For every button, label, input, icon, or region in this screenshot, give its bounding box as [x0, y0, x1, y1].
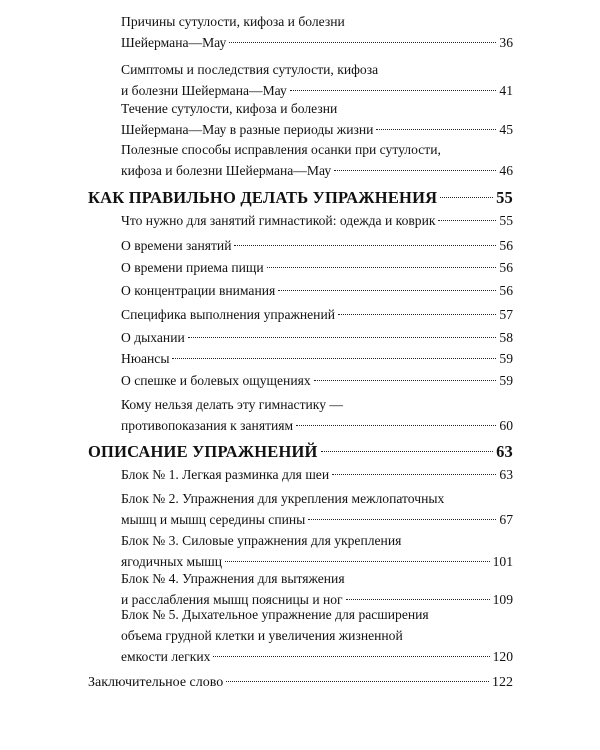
toc-entry-text: Заключительное слово — [88, 675, 224, 690]
page-number: 56 — [499, 260, 513, 275]
dot-leader — [334, 170, 496, 171]
page-number: 45 — [499, 122, 513, 137]
page-number: 59 — [499, 351, 513, 366]
page-number: 59 — [499, 373, 513, 388]
toc-entry-text: Блок № 4. Упражнения для вытяжения — [121, 571, 345, 586]
toc-entry-text: ягодичных мышц — [121, 554, 223, 569]
toc-entry-block-5 — [121, 604, 513, 667]
toc-entry-text: Что нужно для занятий гимнастикой: одежда и коврик — [121, 213, 436, 228]
toc-entry-course — [121, 98, 513, 140]
page-number: 55 — [499, 213, 513, 228]
dot-leader — [234, 245, 496, 246]
toc-entry-block-1 — [121, 464, 513, 485]
toc-entry-text: противопоказания к занятиям — [121, 418, 294, 433]
page-number: 101 — [492, 554, 513, 569]
dot-leader — [296, 425, 496, 426]
toc-entry-text: О спешке и болевых ощущениях — [121, 373, 311, 388]
toc-entry-text: Блок № 5. Дыхательное упражнение для расширения — [121, 607, 429, 622]
page-number: 36 — [499, 35, 513, 50]
toc-section-how-to-exercise — [88, 187, 513, 208]
toc-entry-text: Симптомы и последствия сутулости, кифоза — [121, 62, 379, 77]
toc-section-exercise-description — [88, 441, 513, 462]
dot-leader — [314, 380, 497, 381]
toc-entry-text: Течение сутулости, кифоза и болезни — [121, 101, 338, 116]
toc-entry-text: Нюансы — [121, 351, 170, 366]
dot-leader — [346, 599, 490, 600]
toc-entry-text: Шейермана—Мау в разные периоды жизни — [121, 122, 374, 137]
toc-entry-text: Полезные способы исправления осанки при сутулости, — [121, 142, 441, 157]
section-title: ОПИСАНИЕ УПРАЖНЕНИЙ — [88, 442, 318, 461]
toc-entry-text: О времени занятий — [121, 238, 232, 253]
dot-leader — [188, 337, 497, 338]
dot-leader — [229, 42, 496, 43]
toc-entry-text: емкости легких — [121, 649, 211, 664]
dot-leader — [440, 197, 493, 198]
toc-entry-text: Специфика выполнения упражнений — [121, 307, 336, 322]
page-number: 57 — [499, 307, 513, 322]
page-number: 41 — [499, 83, 513, 98]
toc-entry-text: Блок № 1. Легкая разминка для шеи — [121, 467, 330, 482]
dot-leader — [213, 656, 489, 657]
toc-entry-text: мышц и мышц середины спины — [121, 512, 306, 527]
toc-entry-text: О концентрации внимания — [121, 283, 276, 298]
page-number: 56 — [499, 238, 513, 253]
toc-entry-text: Шейермана—Мау — [121, 35, 227, 50]
toc-entry-text: и расслабления мышц поясницы и ног — [121, 592, 343, 607]
toc-entry-symptoms — [121, 59, 513, 101]
page-number: 63 — [499, 467, 513, 482]
dot-leader — [225, 561, 490, 562]
dot-leader — [290, 90, 497, 91]
toc-entry-contraindications — [121, 394, 513, 436]
page-number: 60 — [499, 418, 513, 433]
toc-entry-equipment — [121, 210, 513, 231]
toc-entry-causes — [121, 11, 513, 53]
toc-entry-text: Блок № 3. Силовые упражнения для укрепления — [121, 533, 402, 548]
page-number: 120 — [492, 649, 513, 664]
toc-entry-text: О времени приема пищи — [121, 260, 264, 275]
toc-entry-text: кифоза и болезни Шейермана—Мау — [121, 163, 332, 178]
toc-entry-haste-pain — [121, 370, 513, 391]
dot-leader — [438, 220, 496, 221]
page-number: 55 — [496, 188, 513, 207]
page-number: 109 — [492, 592, 513, 607]
dot-leader — [332, 474, 496, 475]
dot-leader — [376, 129, 496, 130]
toc-entry-text: О дыхании — [121, 330, 185, 345]
page-number: 56 — [499, 283, 513, 298]
toc-entry-meal-time — [121, 257, 513, 278]
dot-leader — [172, 358, 496, 359]
toc-entry-text: Кому нельзя делать эту гимнастику — — [121, 397, 343, 412]
toc-entry-specifics — [121, 304, 513, 325]
dot-leader — [267, 267, 497, 268]
toc-entry-block-2 — [121, 488, 513, 530]
section-title: КАК ПРАВИЛЬНО ДЕЛАТЬ УПРАЖНЕНИЯ — [88, 188, 438, 207]
toc-entry-concentration — [121, 280, 513, 301]
dot-leader — [338, 314, 496, 315]
dot-leader — [321, 451, 493, 452]
toc-entry-breathing — [121, 327, 513, 348]
page-number: 58 — [499, 330, 513, 345]
toc-entry-methods — [121, 139, 513, 181]
toc-entry-text: и болезни Шейермана—Мау — [121, 83, 287, 98]
page-number: 122 — [492, 675, 513, 690]
page-number: 63 — [496, 442, 513, 461]
toc-entry-nuances — [121, 348, 513, 369]
toc-entry-text: Блок № 2. Упражнения для укрепления межлопаточных — [121, 491, 445, 506]
toc-entry-text: Причины сутулости, кифоза и болезни — [121, 14, 345, 29]
page-number: 67 — [499, 512, 513, 527]
dot-leader — [308, 519, 496, 520]
toc-entry-block-3 — [121, 530, 513, 572]
page-number: 46 — [499, 163, 513, 178]
dot-leader — [278, 290, 496, 291]
dot-leader — [226, 681, 489, 682]
toc-entry-text: объема грудной клетки и увеличения жизненной — [121, 628, 403, 643]
toc-entry-conclusion — [88, 672, 513, 693]
toc-entry-exercise-time — [121, 235, 513, 256]
